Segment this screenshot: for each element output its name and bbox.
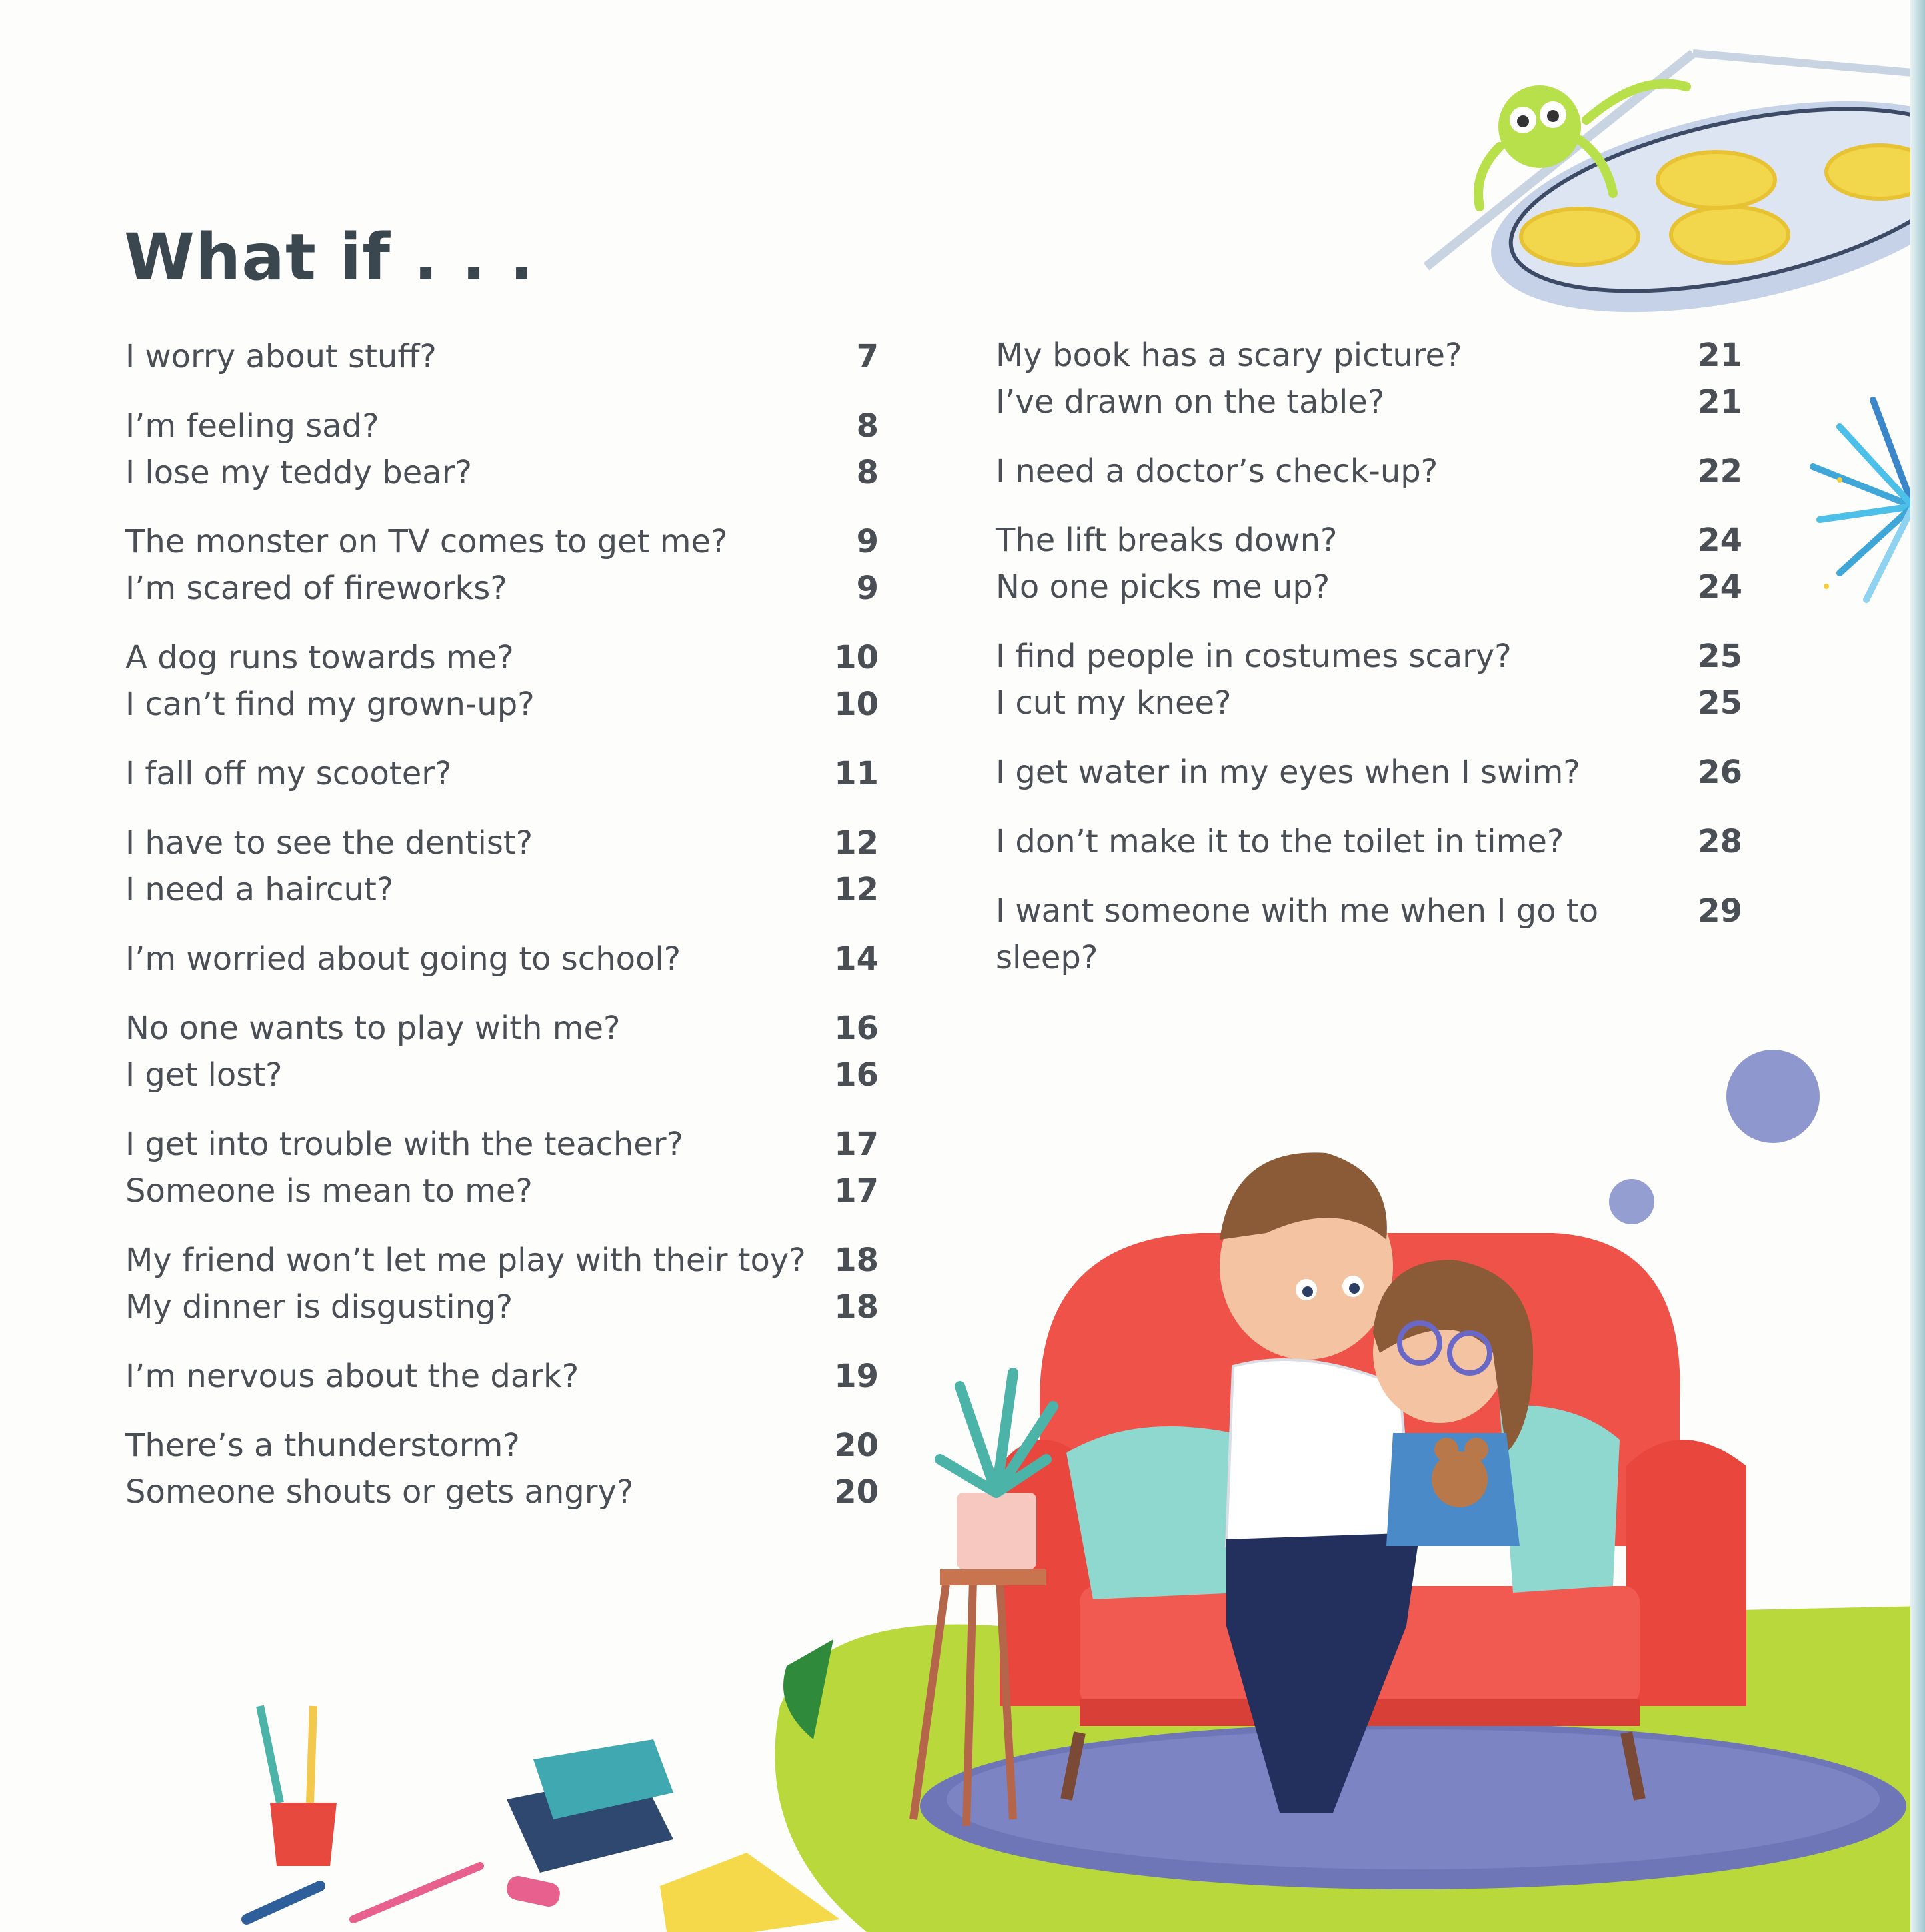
entry-page-number: 17 (834, 1126, 879, 1163)
entry-page-number: 29 (1698, 892, 1742, 930)
contents-list-right (996, 332, 1742, 976)
contents-entry (996, 448, 1742, 494)
entry-question: I lose my teddy bear? (125, 454, 472, 491)
entry-page-number: 14 (834, 940, 879, 978)
entry-question: I don’t make it to the toilet in time? (996, 823, 1564, 860)
contents-entry (996, 749, 1742, 796)
entry-question: I get water in my eyes when I swim? (996, 754, 1580, 791)
contents-entry (125, 1237, 879, 1284)
entry-page-number: 17 (834, 1172, 879, 1210)
entry-question: No one wants to play with me? (125, 1010, 621, 1047)
contents-entry (125, 1168, 879, 1214)
entry-question: The monster on TV comes to get me? (125, 523, 728, 560)
contents-entry (125, 1284, 879, 1330)
entry-page-number: 8 (856, 454, 879, 491)
entry-question: I can’t find my grown-up? (125, 686, 535, 723)
entry-question: I cut my knee? (996, 684, 1232, 722)
entry-question: A dog runs towards me? (125, 639, 514, 676)
entry-page-number: 9 (856, 523, 879, 560)
entry-question: I want someone with me when I go to sleep? (996, 892, 1599, 976)
contents-group (996, 818, 1742, 865)
entry-page-number: 20 (834, 1473, 879, 1511)
contents-entry (125, 750, 879, 797)
contents-group (996, 749, 1742, 796)
entry-question: Someone is mean to me? (125, 1172, 533, 1210)
contents-entry (125, 866, 879, 913)
contents-entry (125, 1121, 879, 1168)
entry-page-number: 9 (856, 570, 879, 607)
contents-entry (125, 936, 879, 982)
entry-question: The lift breaks down? (996, 522, 1338, 559)
contents-entry (996, 818, 1742, 865)
contents-group (125, 333, 879, 380)
entry-page-number: 25 (1698, 684, 1742, 722)
contents-entry (125, 1005, 879, 1052)
entry-page-number: 21 (1698, 383, 1742, 421)
entry-page-number: 18 (834, 1288, 879, 1326)
contents-entry (996, 564, 1742, 610)
contents-entry (125, 1353, 879, 1400)
entry-question: My book has a scary picture? (996, 337, 1462, 374)
contents-group (996, 332, 1742, 425)
contents-entry (996, 379, 1742, 425)
entry-page-number: 12 (834, 824, 879, 862)
contents-entry (996, 332, 1742, 379)
entry-question: My friend won’t let me play with their toy? (125, 1242, 806, 1279)
entry-question: I get into trouble with the teacher? (125, 1126, 684, 1163)
fireworks-icon (1813, 400, 1913, 600)
contents-entry (125, 1422, 879, 1469)
page-title: What if . . . (124, 220, 535, 295)
entry-page-number: 21 (1698, 337, 1742, 374)
entry-question: I worry about stuff? (125, 338, 437, 375)
entry-question: I have to see the dentist? (125, 824, 533, 862)
entry-page-number: 20 (834, 1427, 879, 1464)
contents-group (125, 1237, 879, 1330)
entry-page-number: 10 (834, 686, 879, 723)
contents-entry (125, 1469, 879, 1515)
book-spine (1910, 0, 1925, 1932)
contents-entry (125, 518, 879, 565)
entry-question: I’m worried about going to school? (125, 940, 681, 978)
entry-page-number: 18 (834, 1242, 879, 1279)
contents-entry (125, 333, 879, 380)
contents-entry (125, 820, 879, 866)
entry-question: I fall off my scooter? (125, 755, 452, 792)
entry-page-number: 8 (856, 407, 879, 445)
contents-group (996, 888, 1742, 976)
contents-group (125, 936, 879, 982)
entry-question: I need a haircut? (125, 871, 394, 908)
contents-group (125, 820, 879, 913)
contents-entry (125, 681, 879, 728)
entry-question: I get lost? (125, 1056, 283, 1094)
contents-entry (125, 565, 879, 612)
contents-group (996, 448, 1742, 494)
contents-group (125, 518, 879, 612)
entry-page-number: 25 (1698, 638, 1742, 675)
entry-page-number: 10 (834, 639, 879, 676)
contents-entry (125, 634, 879, 681)
contents-entry (996, 680, 1742, 726)
dentist-lamp-germ-icon (1426, 53, 1925, 351)
entry-question: There’s a thunderstorm? (125, 1427, 520, 1464)
entry-question: Someone shouts or gets angry? (125, 1473, 634, 1511)
contents-entry (125, 403, 879, 449)
contents-group (125, 1121, 879, 1214)
contents-entry (996, 517, 1742, 564)
entry-question: I’m scared of fireworks? (125, 570, 507, 607)
contents-entry (125, 449, 879, 496)
contents-group (125, 1005, 879, 1098)
contents-entry (996, 633, 1742, 680)
entry-page-number: 24 (1698, 522, 1742, 559)
entry-page-number: 16 (834, 1010, 879, 1047)
entry-page-number: 26 (1698, 754, 1742, 791)
entry-page-number: 19 (834, 1358, 879, 1395)
contents-group (125, 1353, 879, 1400)
contents-group (996, 633, 1742, 726)
entry-question: I’m feeling sad? (125, 407, 379, 445)
entry-page-number: 28 (1698, 823, 1742, 860)
contents-group (125, 403, 879, 496)
contents-entry (996, 888, 1742, 976)
entry-page-number: 7 (856, 338, 879, 375)
contents-list-left (125, 333, 879, 1538)
entry-question: I need a doctor’s check-up? (996, 453, 1438, 490)
entry-page-number: 16 (834, 1056, 879, 1094)
entry-question: I’m nervous about the dark? (125, 1358, 579, 1395)
entry-page-number: 24 (1698, 568, 1742, 606)
entry-page-number: 12 (834, 871, 879, 908)
contents-group (125, 750, 879, 797)
entry-question: No one picks me up? (996, 568, 1330, 606)
contents-group (125, 634, 879, 728)
entry-question: My dinner is disgusting? (125, 1288, 513, 1326)
contents-group (125, 1422, 879, 1515)
contents-group (996, 517, 1742, 610)
entry-page-number: 22 (1698, 453, 1742, 490)
entry-question: I’ve drawn on the table? (996, 383, 1385, 421)
contents-entry (125, 1052, 879, 1098)
entry-page-number: 11 (834, 755, 879, 792)
entry-question: I find people in costumes scary? (996, 638, 1512, 675)
